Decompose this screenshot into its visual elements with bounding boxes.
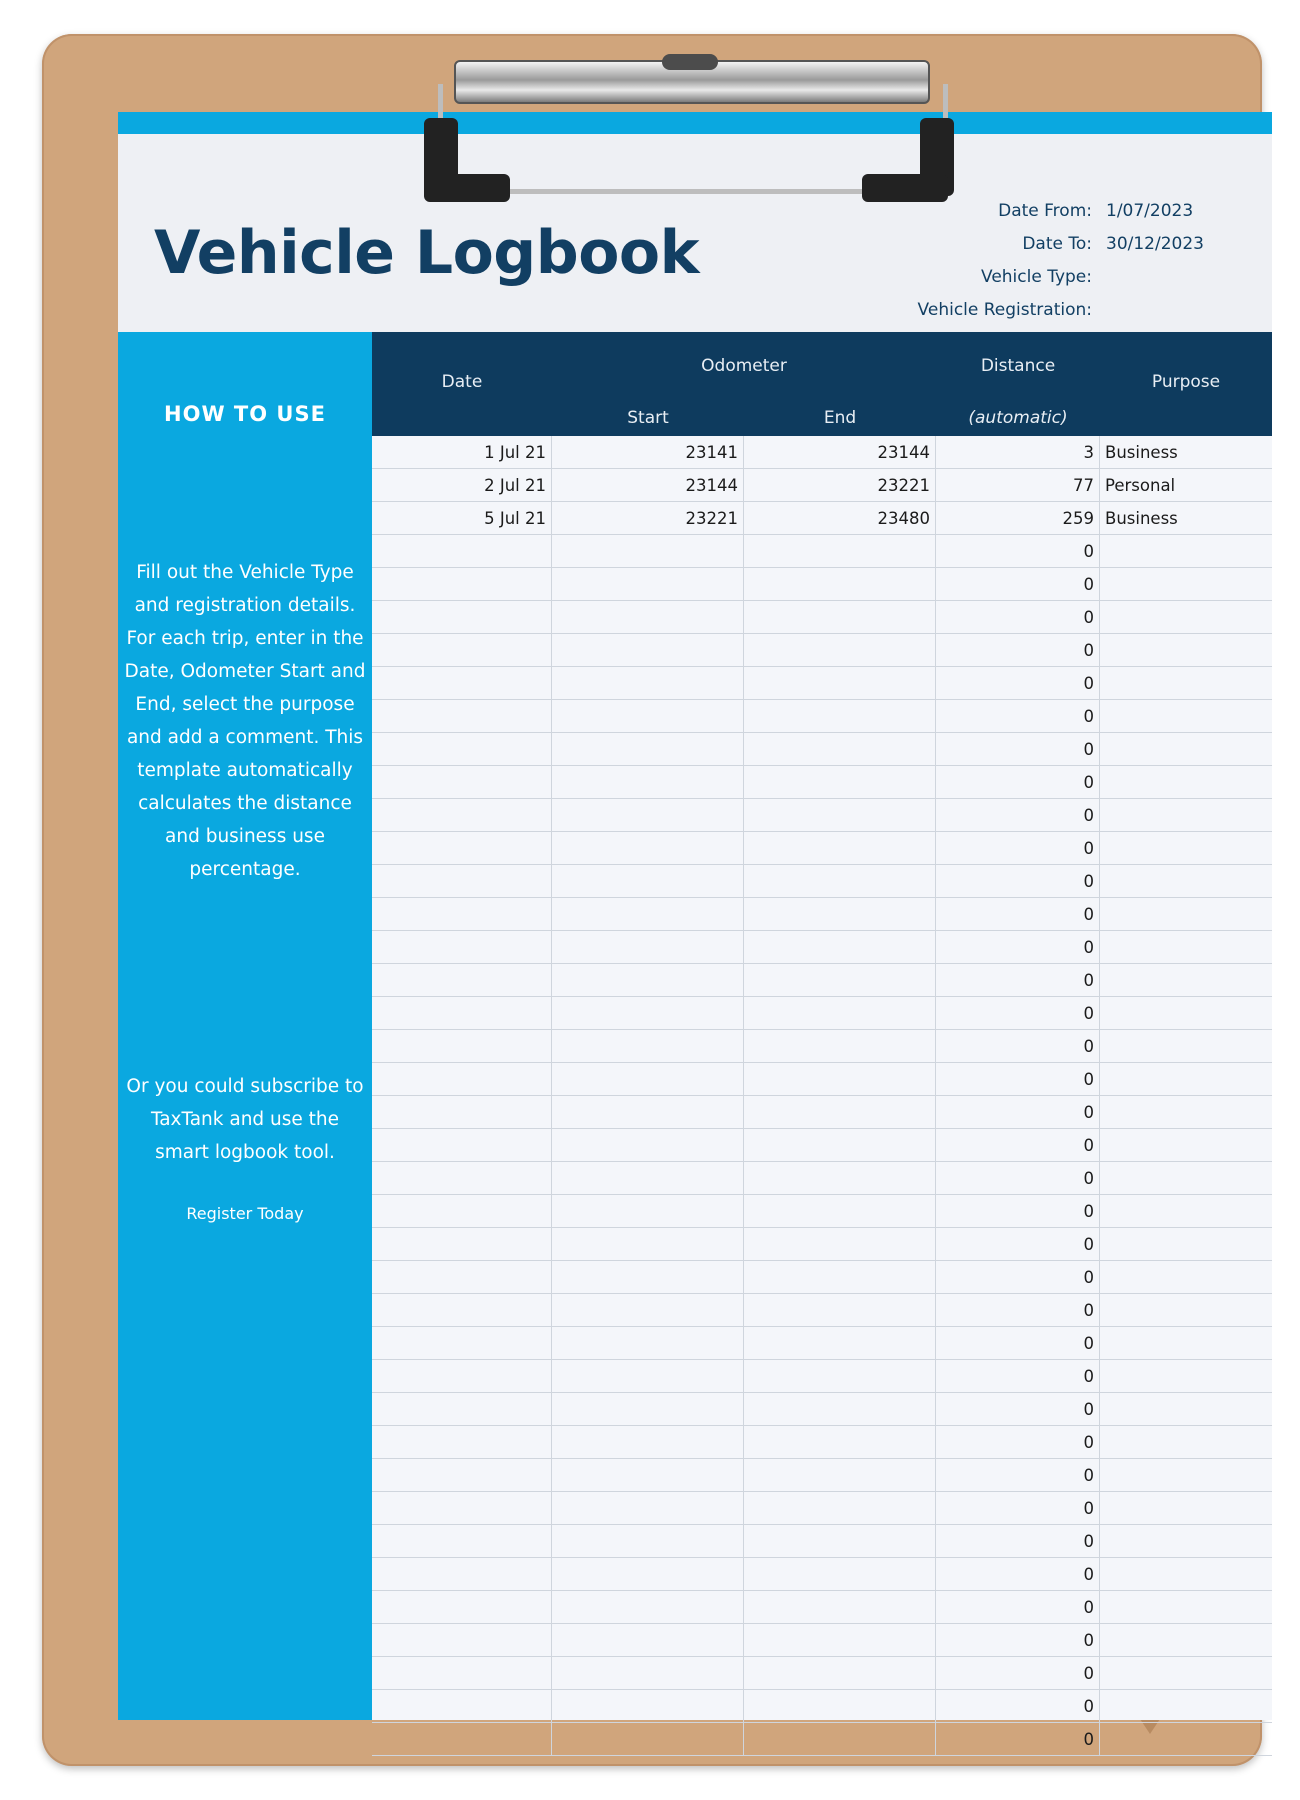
cell-purpose[interactable] bbox=[1100, 1129, 1272, 1161]
cell-date[interactable] bbox=[372, 568, 552, 600]
cell-purpose[interactable] bbox=[1100, 931, 1272, 963]
cell-odometer-end[interactable] bbox=[744, 1525, 936, 1557]
table-row bbox=[372, 436, 1272, 469]
table-row bbox=[372, 1624, 1272, 1657]
cell-odometer-start[interactable] bbox=[552, 1459, 744, 1491]
cell-odometer-start[interactable] bbox=[552, 634, 744, 666]
instructions-text: Fill out the Vehicle Type and registration details. For each trip, enter in the Date, Odometer Start and End, select the purpose and add a comment. This template automatically calculates the distance and business use percentage. bbox=[124, 562, 366, 880]
cell-distance: 0 bbox=[936, 1459, 1100, 1491]
cell-odometer-start[interactable] bbox=[552, 1030, 744, 1062]
cell-purpose[interactable] bbox=[1100, 964, 1272, 996]
header-distance: Distance bbox=[980, 356, 1056, 376]
cell-odometer-start[interactable] bbox=[552, 898, 744, 930]
header-end: End bbox=[823, 408, 857, 428]
cell-odometer-start[interactable] bbox=[552, 1261, 744, 1293]
cell-purpose[interactable] bbox=[1100, 667, 1272, 699]
cell-purpose[interactable] bbox=[1100, 1294, 1272, 1326]
cell-date[interactable] bbox=[372, 733, 552, 765]
cell-purpose[interactable] bbox=[1100, 1162, 1272, 1194]
cell-purpose[interactable] bbox=[1100, 1030, 1272, 1062]
cell-date[interactable] bbox=[372, 1525, 552, 1557]
cell-odometer-start[interactable] bbox=[552, 1360, 744, 1392]
cell-distance: 0 bbox=[936, 832, 1100, 864]
clipboard bbox=[42, 34, 1262, 1766]
cell-date[interactable] bbox=[372, 1129, 552, 1161]
cell-date[interactable] bbox=[372, 1261, 552, 1293]
meta-block bbox=[852, 194, 1272, 326]
cell-date[interactable] bbox=[372, 634, 552, 666]
meta-row-vehicle-type bbox=[852, 260, 1272, 293]
clip-grip-right-foot bbox=[862, 174, 948, 202]
cell-purpose[interactable] bbox=[1100, 535, 1272, 567]
clip-rivet bbox=[662, 54, 718, 70]
table-row bbox=[372, 997, 1272, 1030]
cell-purpose[interactable] bbox=[1100, 1360, 1272, 1392]
table-row bbox=[372, 1129, 1272, 1162]
cell-distance: 0 bbox=[936, 1096, 1100, 1128]
cell-odometer-end[interactable] bbox=[744, 1162, 936, 1194]
cell-odometer-end[interactable] bbox=[744, 1657, 936, 1689]
table-row bbox=[372, 898, 1272, 931]
cell-purpose[interactable] bbox=[1100, 1327, 1272, 1359]
cell-distance: 0 bbox=[936, 1294, 1100, 1326]
cell-date[interactable] bbox=[372, 1360, 552, 1392]
cell-odometer-end[interactable] bbox=[744, 634, 936, 666]
meta-label: Date To: bbox=[1022, 233, 1092, 254]
cell-date[interactable] bbox=[372, 601, 552, 633]
cell-odometer-end[interactable] bbox=[744, 667, 936, 699]
cell-purpose[interactable] bbox=[1100, 799, 1272, 831]
cell-distance: 0 bbox=[936, 1426, 1100, 1458]
cell-distance: 0 bbox=[936, 1261, 1100, 1293]
cell-date[interactable] bbox=[372, 1657, 552, 1689]
cell-purpose[interactable] bbox=[1100, 898, 1272, 930]
table-row bbox=[372, 700, 1272, 733]
cell-date[interactable] bbox=[372, 931, 552, 963]
cell-distance: 0 bbox=[936, 898, 1100, 930]
cell-distance: 0 bbox=[936, 700, 1100, 732]
cell-distance: 0 bbox=[936, 1360, 1100, 1392]
table-row bbox=[372, 1558, 1272, 1591]
cell-odometer-end[interactable] bbox=[744, 1195, 936, 1227]
cell-odometer-start[interactable] bbox=[552, 766, 744, 798]
table-row bbox=[372, 766, 1272, 799]
cell-date[interactable] bbox=[372, 1228, 552, 1260]
cell-odometer-start[interactable] bbox=[552, 1426, 744, 1458]
cell-odometer-end[interactable] bbox=[744, 601, 936, 633]
table-row bbox=[372, 634, 1272, 667]
table-row bbox=[372, 502, 1272, 535]
cell-distance: 0 bbox=[936, 1063, 1100, 1095]
cell-purpose[interactable] bbox=[1100, 1558, 1272, 1590]
table-header bbox=[372, 332, 1272, 436]
cell-odometer-start[interactable] bbox=[552, 1393, 744, 1425]
cell-purpose[interactable] bbox=[1100, 1591, 1272, 1623]
cell-odometer-end[interactable] bbox=[744, 964, 936, 996]
cell-odometer-start[interactable] bbox=[552, 667, 744, 699]
table-row bbox=[372, 469, 1272, 502]
cell-distance: 0 bbox=[936, 799, 1100, 831]
cell-distance: 0 bbox=[936, 667, 1100, 699]
cell-purpose[interactable] bbox=[1100, 634, 1272, 666]
clip-grip-left-foot bbox=[424, 174, 510, 202]
cell-odometer-start[interactable] bbox=[552, 1327, 744, 1359]
cell-distance: 0 bbox=[936, 766, 1100, 798]
cell-odometer-start[interactable] bbox=[552, 964, 744, 996]
cell-date[interactable] bbox=[372, 964, 552, 996]
cell-odometer-end[interactable] bbox=[744, 799, 936, 831]
table-row bbox=[372, 1063, 1272, 1096]
cell-odometer-end[interactable] bbox=[744, 1459, 936, 1491]
register-link[interactable]: Register Today bbox=[186, 1204, 304, 1223]
meta-value-date-to[interactable]: 30/12/2023 bbox=[1106, 233, 1204, 254]
header-automatic: (automatic) bbox=[968, 408, 1068, 428]
cell-date[interactable]: 1 Jul 21 bbox=[372, 436, 552, 468]
cell-date[interactable] bbox=[372, 865, 552, 897]
cell-odometer-start[interactable] bbox=[552, 700, 744, 732]
cell-distance: 0 bbox=[936, 1030, 1100, 1062]
cell-date[interactable] bbox=[372, 1294, 552, 1326]
cell-purpose[interactable] bbox=[1100, 832, 1272, 864]
header-purpose: Purpose bbox=[1151, 372, 1221, 392]
how-to-use-sidebar bbox=[118, 332, 372, 1720]
cell-odometer-end[interactable] bbox=[744, 1294, 936, 1326]
header-odometer: Odometer bbox=[701, 356, 787, 376]
table-row bbox=[372, 1327, 1272, 1360]
cell-odometer-end[interactable] bbox=[744, 1558, 936, 1590]
cell-date[interactable] bbox=[372, 997, 552, 1029]
cell-distance: 0 bbox=[936, 1624, 1100, 1656]
cell-odometer-start[interactable] bbox=[552, 799, 744, 831]
cell-odometer-start[interactable] bbox=[552, 1129, 744, 1161]
cell-purpose[interactable] bbox=[1100, 1723, 1272, 1755]
cell-distance: 0 bbox=[936, 733, 1100, 765]
cell-date[interactable] bbox=[372, 1162, 552, 1194]
cell-distance: 0 bbox=[936, 1657, 1100, 1689]
cell-odometer-start[interactable] bbox=[552, 1690, 744, 1722]
table-row bbox=[372, 1261, 1272, 1294]
cell-purpose[interactable] bbox=[1100, 1690, 1272, 1722]
table-row bbox=[372, 964, 1272, 997]
cell-date[interactable] bbox=[372, 535, 552, 567]
cell-odometer-end[interactable] bbox=[744, 1327, 936, 1359]
cell-date[interactable] bbox=[372, 1195, 552, 1227]
table-row bbox=[372, 1360, 1272, 1393]
cell-purpose[interactable] bbox=[1100, 1657, 1272, 1689]
table-row bbox=[372, 568, 1272, 601]
cell-distance: 0 bbox=[936, 1591, 1100, 1623]
meta-row-date-to bbox=[852, 227, 1272, 260]
cell-date[interactable] bbox=[372, 1690, 552, 1722]
table-row bbox=[372, 1492, 1272, 1525]
cell-odometer-end[interactable]: 23480 bbox=[744, 502, 936, 534]
header-date: Date bbox=[441, 372, 483, 392]
table-row bbox=[372, 1525, 1272, 1558]
cell-odometer-end[interactable] bbox=[744, 1624, 936, 1656]
table-row bbox=[372, 799, 1272, 832]
meta-label: Vehicle Type: bbox=[981, 266, 1092, 287]
cell-distance: 0 bbox=[936, 1195, 1100, 1227]
table-row bbox=[372, 1195, 1272, 1228]
cell-odometer-end[interactable]: 23221 bbox=[744, 469, 936, 501]
cell-purpose[interactable] bbox=[1100, 1492, 1272, 1524]
cell-distance: 0 bbox=[936, 964, 1100, 996]
cell-odometer-end[interactable] bbox=[744, 535, 936, 567]
cell-odometer-end[interactable] bbox=[744, 1492, 936, 1524]
cell-date[interactable] bbox=[372, 700, 552, 732]
cell-date[interactable] bbox=[372, 1393, 552, 1425]
table-row bbox=[372, 1459, 1272, 1492]
cell-distance: 0 bbox=[936, 1129, 1100, 1161]
cell-distance: 259 bbox=[936, 502, 1100, 534]
cell-date[interactable]: 2 Jul 21 bbox=[372, 469, 552, 501]
cell-distance: 0 bbox=[936, 634, 1100, 666]
cell-odometer-end[interactable] bbox=[744, 997, 936, 1029]
cell-distance: 77 bbox=[936, 469, 1100, 501]
cell-purpose[interactable] bbox=[1100, 1261, 1272, 1293]
table-row bbox=[372, 1591, 1272, 1624]
cell-odometer-end[interactable] bbox=[744, 832, 936, 864]
cell-purpose[interactable]: Personal bbox=[1105, 475, 1176, 495]
cell-date[interactable] bbox=[372, 1591, 552, 1623]
cell-date[interactable] bbox=[372, 799, 552, 831]
table-row bbox=[372, 1228, 1272, 1261]
cell-purpose[interactable] bbox=[1100, 766, 1272, 798]
cell-date[interactable] bbox=[372, 1327, 552, 1359]
cell-distance: 0 bbox=[936, 865, 1100, 897]
cell-distance: 0 bbox=[936, 1723, 1100, 1755]
cell-purpose[interactable] bbox=[1100, 1426, 1272, 1458]
cell-purpose[interactable] bbox=[1100, 1624, 1272, 1656]
cell-date[interactable]: 5 Jul 21 bbox=[372, 502, 552, 534]
cell-odometer-end[interactable] bbox=[744, 1393, 936, 1425]
cell-date[interactable] bbox=[372, 1096, 552, 1128]
header-start: Start bbox=[627, 408, 669, 428]
cell-distance: 0 bbox=[936, 1162, 1100, 1194]
cell-distance: 0 bbox=[936, 1690, 1100, 1722]
cell-odometer-start[interactable]: 23221 bbox=[552, 502, 744, 534]
cell-purpose[interactable] bbox=[1100, 865, 1272, 897]
cell-date[interactable] bbox=[372, 1624, 552, 1656]
cell-odometer-end[interactable] bbox=[744, 865, 936, 897]
cell-distance: 0 bbox=[936, 568, 1100, 600]
cell-purpose[interactable] bbox=[1100, 1228, 1272, 1260]
subscribe-text: Or you could subscribe to TaxTank and use the smart logbook tool. bbox=[126, 1076, 364, 1163]
cell-date[interactable] bbox=[372, 832, 552, 864]
cell-distance: 0 bbox=[936, 1525, 1100, 1557]
cell-odometer-start[interactable]: 23144 bbox=[552, 469, 744, 501]
cell-odometer-start[interactable] bbox=[552, 1624, 744, 1656]
cell-odometer-start[interactable] bbox=[552, 601, 744, 633]
cell-odometer-start[interactable] bbox=[552, 1525, 744, 1557]
table-body bbox=[372, 436, 1272, 1756]
cell-distance: 0 bbox=[936, 1228, 1100, 1260]
cell-purpose[interactable]: Business bbox=[1105, 442, 1178, 462]
cell-date[interactable] bbox=[372, 1723, 552, 1755]
table-row bbox=[372, 931, 1272, 964]
table-row bbox=[372, 733, 1272, 766]
cell-odometer-end[interactable] bbox=[744, 766, 936, 798]
cell-date[interactable] bbox=[372, 667, 552, 699]
cell-odometer-start[interactable] bbox=[552, 1096, 744, 1128]
meta-row-vehicle-registration bbox=[852, 293, 1272, 326]
cell-purpose[interactable] bbox=[1100, 568, 1272, 600]
cell-date[interactable] bbox=[372, 1558, 552, 1590]
cell-purpose[interactable] bbox=[1100, 1063, 1272, 1095]
meta-label: Date From: bbox=[998, 200, 1092, 221]
table-row bbox=[372, 1690, 1272, 1723]
cell-purpose[interactable] bbox=[1100, 1195, 1272, 1227]
cell-odometer-end[interactable] bbox=[744, 568, 936, 600]
cell-odometer-start[interactable] bbox=[552, 865, 744, 897]
cell-odometer-start[interactable]: 23141 bbox=[552, 436, 744, 468]
table-row bbox=[372, 1393, 1272, 1426]
cell-odometer-start[interactable] bbox=[552, 1492, 744, 1524]
cell-odometer-start[interactable] bbox=[552, 1657, 744, 1689]
cell-odometer-start[interactable] bbox=[552, 568, 744, 600]
cell-odometer-start[interactable] bbox=[552, 1162, 744, 1194]
cell-distance: 0 bbox=[936, 1393, 1100, 1425]
cell-date[interactable] bbox=[372, 898, 552, 930]
cell-odometer-start[interactable] bbox=[552, 931, 744, 963]
cell-odometer-end[interactable] bbox=[744, 1129, 936, 1161]
cell-odometer-start[interactable] bbox=[552, 997, 744, 1029]
cell-odometer-end[interactable] bbox=[744, 1228, 936, 1260]
logbook-sheet bbox=[118, 112, 1272, 1749]
cell-odometer-end[interactable]: 23144 bbox=[744, 436, 936, 468]
how-to-use-heading: HOW TO USE bbox=[164, 402, 326, 426]
cell-odometer-end[interactable] bbox=[744, 1096, 936, 1128]
cell-odometer-start[interactable] bbox=[552, 535, 744, 567]
cell-purpose[interactable] bbox=[1100, 733, 1272, 765]
cell-purpose[interactable] bbox=[1100, 997, 1272, 1029]
cell-odometer-end[interactable] bbox=[744, 1723, 936, 1755]
cell-date[interactable] bbox=[372, 1459, 552, 1491]
cell-odometer-end[interactable] bbox=[744, 1261, 936, 1293]
cell-odometer-end[interactable] bbox=[744, 733, 936, 765]
table-row bbox=[372, 601, 1272, 634]
cell-odometer-end[interactable] bbox=[744, 1426, 936, 1458]
cell-odometer-end[interactable] bbox=[744, 1360, 936, 1392]
cell-purpose[interactable] bbox=[1100, 1525, 1272, 1557]
table-row bbox=[372, 865, 1272, 898]
cell-purpose[interactable] bbox=[1100, 1393, 1272, 1425]
cell-date[interactable] bbox=[372, 766, 552, 798]
table-row bbox=[372, 667, 1272, 700]
cell-purpose[interactable] bbox=[1100, 1459, 1272, 1491]
cell-odometer-start[interactable] bbox=[552, 733, 744, 765]
cell-distance: 0 bbox=[936, 1492, 1100, 1524]
meta-value-date-from[interactable]: 1/07/2023 bbox=[1106, 200, 1194, 221]
table-row bbox=[372, 1723, 1272, 1756]
cell-distance: 0 bbox=[936, 997, 1100, 1029]
cell-odometer-start[interactable] bbox=[552, 1591, 744, 1623]
cell-distance: 0 bbox=[936, 1558, 1100, 1590]
table-row bbox=[372, 832, 1272, 865]
page-title: Vehicle Logbook bbox=[154, 218, 700, 288]
table-row bbox=[372, 1030, 1272, 1063]
cell-distance: 0 bbox=[936, 1327, 1100, 1359]
cell-odometer-start[interactable] bbox=[552, 1723, 744, 1755]
cell-purpose[interactable] bbox=[1100, 700, 1272, 732]
cell-odometer-end[interactable] bbox=[744, 1063, 936, 1095]
cell-odometer-start[interactable] bbox=[552, 1195, 744, 1227]
cell-odometer-end[interactable] bbox=[744, 931, 936, 963]
cell-distance: 0 bbox=[936, 535, 1100, 567]
table-row bbox=[372, 1657, 1272, 1690]
cell-odometer-end[interactable] bbox=[744, 898, 936, 930]
cell-distance: 3 bbox=[936, 436, 1100, 468]
cell-odometer-start[interactable] bbox=[552, 832, 744, 864]
table-row bbox=[372, 1426, 1272, 1459]
cell-distance: 0 bbox=[936, 931, 1100, 963]
cell-odometer-end[interactable] bbox=[744, 700, 936, 732]
cell-odometer-end[interactable] bbox=[744, 1030, 936, 1062]
cell-odometer-start[interactable] bbox=[552, 1558, 744, 1590]
cell-odometer-start[interactable] bbox=[552, 1294, 744, 1326]
table-row bbox=[372, 1162, 1272, 1195]
table-row bbox=[372, 535, 1272, 568]
cell-purpose[interactable]: Business bbox=[1105, 508, 1178, 528]
logbook-table bbox=[372, 332, 1272, 1749]
cell-odometer-end[interactable] bbox=[744, 1690, 936, 1722]
cell-date[interactable] bbox=[372, 1492, 552, 1524]
meta-label: Vehicle Registration: bbox=[917, 299, 1092, 320]
cell-distance: 0 bbox=[936, 601, 1100, 633]
cell-date[interactable] bbox=[372, 1030, 552, 1062]
table-row bbox=[372, 1096, 1272, 1129]
cell-odometer-start[interactable] bbox=[552, 1228, 744, 1260]
cell-purpose[interactable] bbox=[1100, 601, 1272, 633]
cell-date[interactable] bbox=[372, 1063, 552, 1095]
table-row bbox=[372, 1294, 1272, 1327]
cell-date[interactable] bbox=[372, 1426, 552, 1458]
cell-odometer-end[interactable] bbox=[744, 1591, 936, 1623]
cell-odometer-start[interactable] bbox=[552, 1063, 744, 1095]
cell-purpose[interactable] bbox=[1100, 1096, 1272, 1128]
